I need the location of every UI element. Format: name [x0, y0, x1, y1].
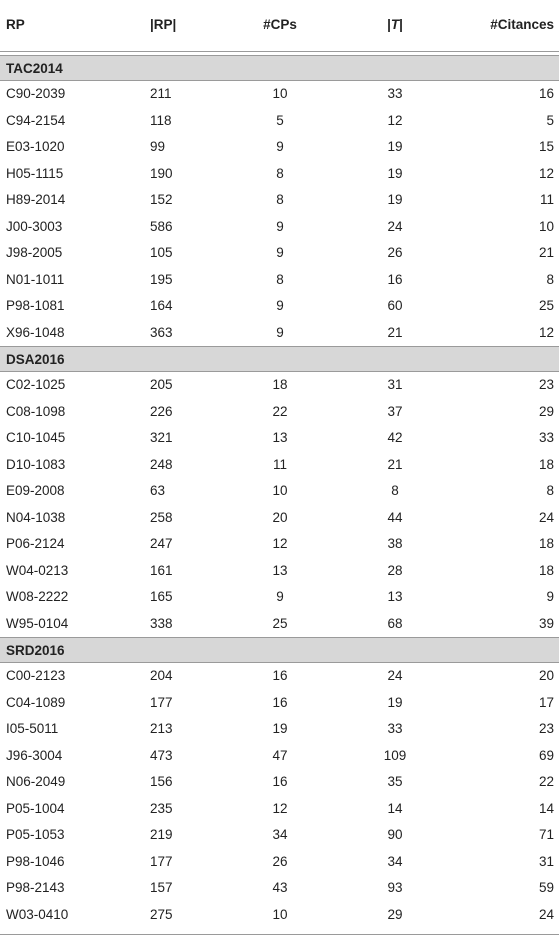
cell-citances: 14	[538, 800, 554, 816]
header-citances: #Citances	[490, 17, 554, 32]
cell-cps: 26	[272, 853, 288, 869]
cell-rp-size: 211	[150, 86, 172, 101]
cell-t: 93	[387, 880, 403, 895]
cell-rp-size: 338	[150, 615, 173, 631]
cell-cps: 25	[272, 615, 288, 631]
cell-citances: 59	[538, 880, 554, 895]
cell-rp-size: 177	[150, 853, 173, 869]
cell-citances: 39	[538, 615, 554, 631]
table-row	[0, 690, 559, 717]
cell-rp-size: 473	[150, 747, 173, 763]
cell-cps: 13	[272, 562, 288, 578]
cell-rp: C02-1025	[6, 377, 66, 392]
cell-t: 44	[387, 509, 403, 525]
cell-t: 26	[387, 245, 403, 260]
cell-rp-size: 219	[150, 827, 173, 842]
cell-citances: 17	[538, 694, 554, 710]
cell-rp: I05-5011	[6, 721, 59, 736]
cell-rp: C90-2039	[6, 86, 66, 101]
cell-rp-size: 164	[150, 298, 173, 313]
cell-rp: H89-2014	[6, 192, 66, 207]
cell-citances: 69	[538, 747, 554, 763]
cell-t: 21	[387, 456, 403, 472]
cell-t: 31	[387, 377, 403, 392]
cell-citances: 22	[538, 774, 554, 789]
cell-citances: 18	[538, 456, 554, 472]
cell-citances: 24	[538, 906, 554, 922]
cell-cps: 19	[272, 721, 288, 736]
header-t-bar-left: |	[387, 17, 391, 32]
cell-cps: 13	[272, 430, 288, 445]
cell-cps: 20	[272, 509, 288, 525]
cell-rp: J96-3004	[6, 747, 63, 763]
cell-cps: 10	[272, 906, 288, 922]
cell-citances: 24	[538, 509, 554, 525]
cell-rp-size: 165	[150, 589, 173, 604]
cell-t: 19	[387, 694, 403, 710]
cell-cps: 8	[276, 192, 284, 207]
table-row	[0, 399, 559, 426]
table-row	[0, 161, 559, 188]
header-cps: #CPs	[263, 17, 297, 32]
table-row	[0, 716, 559, 743]
cell-cps: 9	[276, 298, 284, 313]
cell-t: 38	[387, 536, 403, 551]
cell-cps: 5	[276, 112, 284, 128]
cell-citances: 25	[538, 298, 554, 313]
cell-rp-size: 161	[150, 562, 173, 578]
table-row	[0, 293, 559, 320]
cell-t: 90	[387, 827, 403, 842]
cell-citances: 20	[538, 668, 554, 683]
cell-cps: 9	[276, 589, 284, 604]
cell-rp: W08-2222	[6, 589, 69, 604]
cell-rp: W04-0213	[6, 562, 69, 578]
cell-rp-size: 118	[150, 112, 172, 128]
cell-rp: P05-1053	[6, 827, 65, 842]
cell-cps: 43	[272, 880, 288, 895]
cell-cps: 11	[272, 456, 287, 472]
cell-t: 19	[387, 139, 403, 154]
table-row	[0, 743, 559, 770]
cell-rp: W95-0104	[6, 615, 69, 631]
cell-t: 16	[387, 271, 403, 287]
table-row	[0, 108, 559, 135]
cell-rp: N01-1011	[6, 271, 65, 287]
cell-t: 42	[387, 430, 403, 445]
cell-rp-size: 213	[150, 721, 173, 736]
table-row	[0, 478, 559, 505]
cell-t: 19	[387, 192, 403, 207]
cell-citances: 10	[538, 218, 554, 234]
cell-citances: 23	[538, 721, 554, 736]
cell-cps: 12	[272, 800, 288, 816]
cell-rp: C08-1098	[6, 403, 66, 419]
cell-rp: E09-2008	[6, 483, 65, 498]
table-row	[0, 531, 559, 558]
table-row	[0, 214, 559, 241]
cell-rp-size: 195	[150, 271, 173, 287]
cell-rp-size: 156	[150, 774, 173, 789]
table-row	[0, 452, 559, 479]
cell-rp: E03-1020	[6, 139, 65, 154]
cell-cps: 18	[272, 377, 288, 392]
cell-cps: 12	[272, 536, 288, 551]
cell-t: 12	[387, 112, 403, 128]
table-row	[0, 796, 559, 823]
table-row	[0, 425, 559, 452]
table-row	[0, 267, 559, 294]
cell-rp-size: 205	[150, 377, 173, 392]
cell-cps: 22	[272, 403, 288, 419]
table-header	[0, 0, 559, 52]
cell-cps: 9	[276, 324, 284, 340]
cell-rp: H05-1115	[6, 165, 64, 181]
cell-rp: P06-2124	[6, 536, 65, 551]
table-row	[0, 769, 559, 796]
table-row	[0, 611, 559, 638]
cell-t: 28	[387, 562, 403, 578]
table-row	[0, 849, 559, 876]
cell-cps: 16	[272, 694, 288, 710]
header-t-letter: T	[390, 17, 400, 32]
cell-rp: C94-2154	[6, 112, 66, 128]
cell-rp-size: 235	[150, 800, 173, 816]
cell-t: 60	[387, 298, 403, 313]
cell-citances: 23	[538, 377, 554, 392]
cell-rp-size: 321	[150, 430, 173, 445]
cell-cps: 10	[272, 483, 288, 498]
cell-rp: C00-2123	[6, 668, 66, 683]
cell-rp-size: 248	[150, 456, 173, 472]
table-row	[0, 902, 559, 929]
table-row	[0, 822, 559, 849]
cell-citances: 9	[546, 589, 554, 604]
cell-rp: W03-0410	[6, 906, 69, 922]
cell-citances: 15	[538, 139, 554, 154]
cell-rp-size: 177	[150, 694, 173, 710]
cell-cps: 16	[272, 774, 288, 789]
cell-rp-size: 190	[150, 165, 173, 181]
cell-citances: 33	[538, 430, 554, 445]
cell-citances: 5	[546, 112, 554, 128]
cell-citances: 29	[538, 403, 554, 419]
cell-citances: 31	[538, 853, 554, 869]
table-row	[0, 505, 559, 532]
cell-t: 37	[387, 403, 403, 419]
cell-t: 68	[387, 615, 403, 631]
cell-citances: 18	[538, 536, 554, 551]
cell-t: 24	[387, 218, 403, 234]
header-t	[376, 17, 414, 32]
cell-cps: 8	[276, 271, 284, 287]
cell-rp: N06-2049	[6, 774, 66, 789]
section-header: TAC2014	[0, 55, 559, 81]
cell-rp-size: 63	[150, 483, 166, 498]
cell-cps: 10	[272, 86, 288, 101]
cell-cps: 9	[276, 139, 284, 154]
table-row	[0, 240, 559, 267]
cell-t: 14	[387, 800, 403, 816]
cell-citances: 16	[538, 86, 554, 101]
table-row	[0, 584, 559, 611]
cell-t: 21	[387, 324, 403, 340]
cell-citances: 11	[539, 192, 554, 207]
table-row	[0, 875, 559, 902]
cell-cps: 16	[272, 668, 288, 683]
header-t-bar-right: |	[399, 17, 403, 32]
cell-citances: 8	[546, 271, 554, 287]
cell-t: 35	[387, 774, 403, 789]
cell-rp-size: 152	[150, 192, 173, 207]
cell-t: 13	[387, 589, 403, 604]
cell-rp-size: 226	[150, 403, 173, 419]
table-body	[0, 55, 559, 928]
section-header: DSA2016	[0, 346, 559, 372]
table-row	[0, 558, 559, 585]
cell-t: 33	[387, 86, 403, 101]
cell-rp-size: 586	[150, 218, 173, 234]
header-rp: RP	[6, 17, 25, 32]
cell-cps: 9	[276, 218, 284, 234]
cell-rp: N04-1038	[6, 509, 66, 525]
cell-citances: 12	[538, 324, 554, 340]
cell-t: 29	[387, 906, 403, 922]
cell-rp: J00-3003	[6, 218, 63, 234]
cell-rp: C10-1045	[6, 430, 66, 445]
cell-rp: X96-1048	[6, 324, 65, 340]
cell-rp-size: 275	[150, 906, 173, 922]
cell-cps: 47	[272, 747, 288, 763]
cell-cps: 8	[276, 165, 284, 181]
cell-rp-size: 204	[150, 668, 173, 683]
cell-rp: D10-1083	[6, 456, 66, 472]
cell-rp: J98-2005	[6, 245, 63, 260]
cell-t: 34	[387, 853, 403, 869]
cell-citances: 21	[538, 245, 554, 260]
cell-citances: 71	[538, 827, 554, 842]
table-row	[0, 663, 559, 690]
cell-t: 8	[391, 483, 399, 498]
cell-rp-size: 157	[150, 880, 173, 895]
cell-rp: P98-1046	[6, 853, 65, 869]
cell-rp-size: 99	[150, 139, 166, 154]
table-row	[0, 81, 559, 108]
cell-t: 24	[387, 668, 403, 683]
cell-citances: 18	[538, 562, 554, 578]
cell-t: 19	[387, 165, 403, 181]
cell-t: 33	[387, 721, 403, 736]
bottom-rule	[0, 934, 559, 935]
cell-rp-size: 247	[150, 536, 173, 551]
header-rp-size: |RP|	[150, 17, 177, 32]
cell-rp-size: 258	[150, 509, 173, 525]
cell-rp-size: 363	[150, 324, 173, 340]
cell-rp: P05-1004	[6, 800, 65, 816]
table-row	[0, 320, 559, 347]
table-row	[0, 372, 559, 399]
table-row	[0, 134, 559, 161]
cell-rp-size: 105	[150, 245, 173, 260]
table-row	[0, 187, 559, 214]
cell-citances: 8	[546, 483, 554, 498]
cell-cps: 9	[276, 245, 284, 260]
cell-cps: 34	[272, 827, 288, 842]
cell-citances: 12	[538, 165, 554, 181]
section-header: SRD2016	[0, 637, 559, 663]
cell-t: 109	[383, 747, 407, 763]
cell-rp: P98-1081	[6, 298, 65, 313]
cell-rp: C04-1089	[6, 694, 66, 710]
cell-rp: P98-2143	[6, 880, 65, 895]
